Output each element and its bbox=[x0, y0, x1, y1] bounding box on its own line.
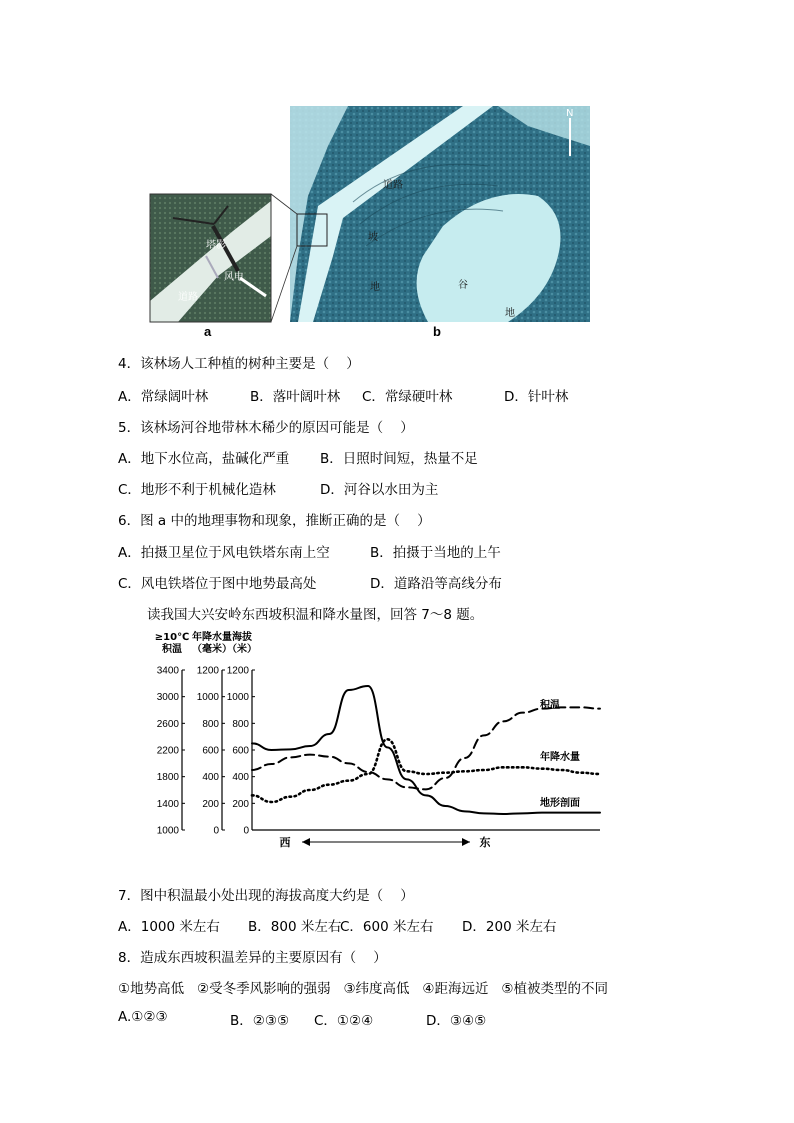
q6-option-d: D．道路沿等高线分布 bbox=[370, 576, 502, 592]
q8-items: ①地势高低 ②受冬季风影响的强弱 ③纬度高低 ④距海远近 ⑤植被类型的不同 bbox=[118, 981, 609, 997]
q6-option-c: C．风电铁塔位于图中地势最高处 bbox=[118, 576, 317, 592]
q4-option-a: A．常绿阔叶林 bbox=[118, 389, 209, 405]
x-label-east: 东 bbox=[479, 836, 491, 849]
y-axis-2-tick-label: 0 bbox=[213, 825, 219, 837]
q8-option-d: D．③④⑤ bbox=[426, 1013, 487, 1029]
series-3-label: 地形剖面 bbox=[540, 798, 580, 809]
y-axis-3-tick-label: 1200 bbox=[226, 665, 249, 677]
y-axis-3-tick-label: 800 bbox=[232, 718, 249, 730]
y-axis-1-header: 积温 bbox=[162, 644, 182, 655]
series-1-label: 积温 bbox=[540, 700, 560, 711]
y-axis-3-tick-label: 200 bbox=[232, 798, 249, 810]
y-axis-2-tick-label: 800 bbox=[202, 718, 219, 730]
q6-stem: 6．图 a 中的地理事物和现象，推断正确的是（ ） bbox=[118, 513, 431, 529]
q5-option-d: D．河谷以水田为主 bbox=[320, 482, 439, 498]
y-axis-1-tick-label: 3000 bbox=[156, 692, 179, 704]
q8-option-a: A.①②③ bbox=[118, 1009, 168, 1025]
panel-a-label-shadow: 塔影 bbox=[206, 240, 226, 251]
q8-option-c: C．①②④ bbox=[314, 1013, 374, 1029]
q5-stem: 5．该林场河谷地带林木稀少的原因可能是（ ） bbox=[118, 420, 414, 436]
y-axis-1-header: ≥10℃ bbox=[154, 632, 190, 643]
panel-a-label-tower: 风电 bbox=[224, 272, 244, 283]
q4-option-b: B．落叶阔叶林 bbox=[250, 389, 341, 405]
q7-option-d: D．200 米左右 bbox=[462, 919, 557, 935]
y-axis-2-header: （毫米） bbox=[192, 644, 232, 655]
y-axis-2-tick-label: 1000 bbox=[196, 692, 219, 704]
q6-option-a: A．拍摄卫星位于风电铁塔东南上空 bbox=[118, 545, 330, 561]
climate-chart bbox=[140, 630, 620, 860]
series-2-line bbox=[252, 739, 600, 802]
y-axis-1-tick-label: 1400 bbox=[156, 798, 179, 810]
q8-stem: 8．造成东西坡积温差异的主要原因有（ ） bbox=[118, 950, 387, 966]
q4-stem: 4．该林场人工种植的树种主要是（ ） bbox=[118, 356, 360, 372]
y-axis-2-header: 年降水量 bbox=[192, 632, 232, 643]
series-1-line bbox=[252, 707, 600, 789]
q5-option-c: C．地形不利于机械化造林 bbox=[118, 482, 276, 498]
panel-b-caption: b bbox=[433, 324, 441, 339]
panel-b-label-valley-2: 地 bbox=[505, 308, 515, 319]
y-axis-3-tick-label: 600 bbox=[232, 745, 249, 757]
q6-option-b: B．拍摄于当地的上午 bbox=[370, 545, 501, 561]
y-axis-1-tick-label: 1000 bbox=[156, 825, 179, 837]
y-axis-3-tick-label: 0 bbox=[243, 825, 249, 837]
panel-a-label-road: 道路 bbox=[178, 292, 198, 303]
y-axis-2-tick-label: 400 bbox=[202, 772, 219, 784]
x-label-west: 西 bbox=[279, 836, 291, 849]
panel-b-label-valley-1: 谷 bbox=[458, 280, 468, 291]
y-axis-1-tick-label: 2200 bbox=[156, 745, 179, 757]
y-axis-1-tick-label: 1800 bbox=[156, 772, 179, 784]
y-axis-3-tick-label: 1000 bbox=[226, 692, 249, 704]
climate-chart-svg bbox=[140, 630, 620, 860]
y-axis-2-tick-label: 1200 bbox=[196, 665, 219, 677]
y-axis-2-tick-label: 200 bbox=[202, 798, 219, 810]
q7-option-b: B．800 米左右 bbox=[248, 919, 342, 935]
panel-a-map bbox=[150, 194, 271, 322]
q5-option-a: A．地下水位高，盐碱化严重 bbox=[118, 451, 290, 467]
panel-b-label-north: N bbox=[566, 108, 574, 119]
y-axis-3-header: （米） bbox=[227, 644, 257, 655]
y-axis-2-tick-label: 600 bbox=[202, 745, 219, 757]
satellite-figure bbox=[148, 106, 592, 338]
q5-option-b: B．日照时间短，热量不足 bbox=[320, 451, 478, 467]
y-axis-3-header: 海拔 bbox=[232, 632, 252, 643]
q7-stem: 7．图中积温最小处出现的海拔高度大约是（ ） bbox=[118, 888, 414, 904]
q7-option-a: A．1000 米左右 bbox=[118, 919, 220, 935]
q4-option-c: C．常绿硬叶林 bbox=[362, 389, 453, 405]
panel-b-map bbox=[290, 106, 590, 322]
panel-b-label-road: 道路 bbox=[383, 180, 403, 191]
satellite-figure-svg bbox=[148, 106, 592, 338]
y-axis-1-tick-label: 3400 bbox=[156, 665, 179, 677]
q8-option-b: B．②③⑤ bbox=[230, 1013, 290, 1029]
q7-option-c: C．600 米左右 bbox=[340, 919, 434, 935]
q4-option-d: D．针叶林 bbox=[504, 389, 569, 405]
intro-7-8: 读我国大兴安岭东西坡积温和降水量图，回答 7～8 题。 bbox=[147, 607, 484, 623]
series-2-label: 年降水量 bbox=[540, 752, 580, 763]
y-axis-3-tick-label: 400 bbox=[232, 772, 249, 784]
panel-b-label-slope-2: 地 bbox=[370, 282, 380, 293]
panel-a-caption: a bbox=[204, 324, 212, 339]
panel-b-label-slope-1: 坡 bbox=[368, 232, 378, 243]
y-axis-1-tick-label: 2600 bbox=[156, 718, 179, 730]
